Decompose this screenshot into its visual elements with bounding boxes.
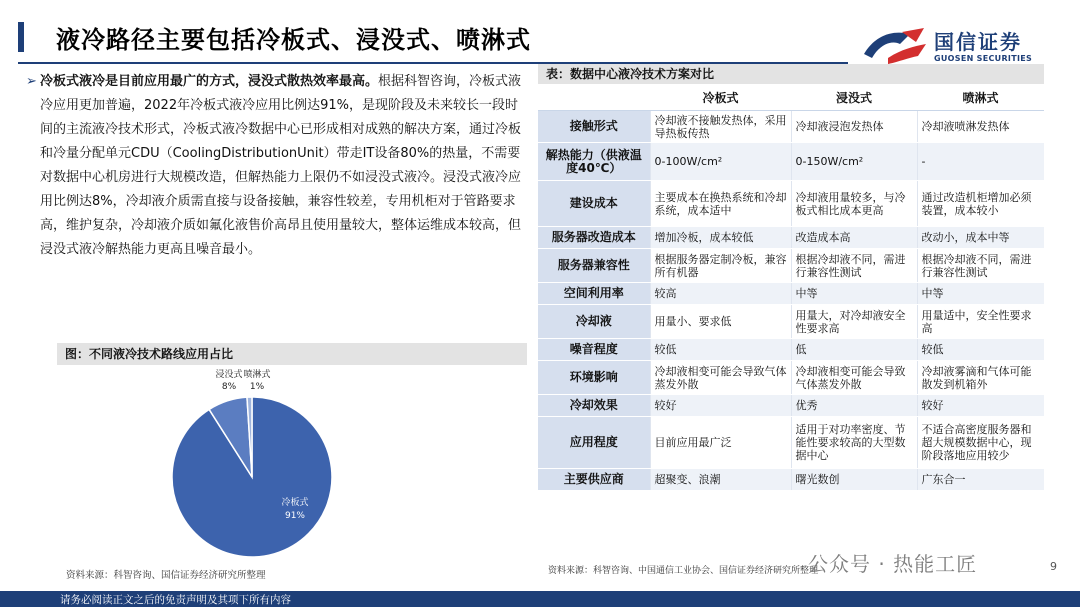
- row-header-cell: 主要供应商: [538, 469, 650, 491]
- intro-paragraph: [26, 70, 527, 262]
- table-cell: 较低: [650, 339, 791, 361]
- table-cell: 改造成本高: [791, 227, 917, 249]
- table-cell: 冷却液相变可能会导致气体蒸发外散: [650, 361, 791, 395]
- table-cell: 用量适中，安全性要求高: [917, 305, 1044, 339]
- table-cell: 低: [791, 339, 917, 361]
- row-header-cell: 服务器改造成本: [538, 227, 650, 249]
- pie-chart: [57, 365, 527, 565]
- table-cell: 较好: [650, 395, 791, 417]
- logo-text-cn: 国信证券: [934, 30, 1022, 54]
- table-cell: 冷却液相变可能会导致气体蒸发外散: [791, 361, 917, 395]
- table-cell: 根据冷却液不同，需进行兼容性测试: [791, 249, 917, 283]
- page-number: 9: [1050, 560, 1057, 573]
- table-row: [538, 249, 1044, 283]
- table-cell: 较高: [650, 283, 791, 305]
- table-row: [538, 143, 1044, 181]
- table-cell: 较好: [917, 395, 1044, 417]
- title-accent-bar: [18, 22, 24, 52]
- table-cell: 中等: [917, 283, 1044, 305]
- figure-source: 资料来源：科智咨询、国信证券经济研究所整理: [66, 570, 266, 581]
- table-cell: 用量小、要求低: [650, 305, 791, 339]
- bullet-arrow-icon: ➢: [26, 74, 37, 89]
- comparison-table: [538, 86, 1044, 491]
- table-cell: 根据服务器定制冷板，兼容所有机器: [650, 249, 791, 283]
- table-source: 资料来源：科智咨询、中国通信工业协会、国信证券经济研究所整理: [548, 566, 819, 576]
- intro-body: 根据科智咨询，冷板式液冷应用更加普遍，2022年冷板式液冷应用比例达91%，是现阶段及未来较长一段时间的主流液冷技术形式，冷板式液冷数据中心已形成相对成熟的解决方案，通过冷板和冷量分配单元CDU（CoolingDistributionUnit）带走IT设备80%的热量，不需要对数据中心机房进行大规模改造，但解热能力上限仍不如浸没式液冷。浸没式液冷应用比例达8%，冷却液介质需直接与设备接触，兼容性较差，专用机柜对于管路要求高，维护复杂，冷却液介质如氟化液售价高昂且使用量较大，整体运维成本较高，但浸没式液冷解热能力更高且噪音最小。: [40, 74, 522, 257]
- table-cell: 广东合一: [917, 469, 1044, 491]
- table-header-cell: 喷淋式: [917, 86, 1044, 111]
- table-cell: 超聚变、浪潮: [650, 469, 791, 491]
- table-header-cell: 浸没式: [791, 86, 917, 111]
- table-cell: 0-150W/cm²: [791, 143, 917, 181]
- table-cell: 根据冷却液不同，需进行兼容性测试: [917, 249, 1044, 283]
- table-row: [538, 181, 1044, 227]
- table-row: [538, 395, 1044, 417]
- table-caption: 表：数据中心液冷技术方案对比: [538, 64, 1044, 84]
- pie-label-category: 冷板式: [281, 498, 309, 508]
- row-header-cell: 噪音程度: [538, 339, 650, 361]
- table-cell: 冷却液浸泡发热体: [791, 111, 917, 143]
- table-cell: 目前应用最广泛: [650, 417, 791, 469]
- table-cell: 曙光数创: [791, 469, 917, 491]
- table-cell: 优秀: [791, 395, 917, 417]
- table-cell: 冷却液雾滴和气体可能散发到机箱外: [917, 361, 1044, 395]
- row-header-cell: 冷却效果: [538, 395, 650, 417]
- pie-label-value: 1%: [249, 382, 265, 392]
- table-cell: 中等: [791, 283, 917, 305]
- table-cell: 冷却液喷淋发热体: [917, 111, 1044, 143]
- figure-caption: 图：不同液冷技术路线应用占比: [57, 343, 527, 365]
- table-cell: 不适合高密度服务器和超大规模数据中心，现阶段落地应用较少: [917, 417, 1044, 469]
- table-cell: 主要成本在换热系统和冷却系统，成本适中: [650, 181, 791, 227]
- row-header-cell: 建设成本: [538, 181, 650, 227]
- table-row: [538, 339, 1044, 361]
- table-row: [538, 469, 1044, 491]
- table-cell: 改动小，成本中等: [917, 227, 1044, 249]
- table-row: [538, 283, 1044, 305]
- table-row: [538, 111, 1044, 143]
- table-row: [538, 227, 1044, 249]
- logo-mark-icon: [858, 24, 930, 68]
- row-header-cell: 解热能力（供液温度40℃）: [538, 143, 650, 181]
- table-header-row: [538, 86, 1044, 111]
- table-header-cell: 冷板式: [650, 86, 791, 111]
- table-cell: 0-100W/cm²: [650, 143, 791, 181]
- row-header-cell: 服务器兼容性: [538, 249, 650, 283]
- footer-bar: [0, 591, 1080, 607]
- pie-label-value: 91%: [284, 511, 306, 521]
- pie-label-category: 浸没式: [215, 370, 243, 380]
- table-row: [538, 361, 1044, 395]
- table-cell: 适用于对功率密度、节能性要求较高的大型数据中心: [791, 417, 917, 469]
- table-cell: 用量大，对冷却液安全性要求高: [791, 305, 917, 339]
- row-header-cell: 接触形式: [538, 111, 650, 143]
- footer-disclaimer: 请务必阅读正文之后的免责声明及其项下所有内容: [60, 594, 291, 606]
- table-row: [538, 417, 1044, 469]
- pie-label-value: 8%: [221, 382, 237, 392]
- logo-text-en: GUOSEN SECURITIES: [934, 54, 1033, 63]
- table-cell: 增加冷板，成本较低: [650, 227, 791, 249]
- intro-lead: 冷板式液冷是目前应用最广的方式，浸没式散热效率最高。: [40, 74, 379, 89]
- row-header-cell: 应用程度: [538, 417, 650, 469]
- table-cell: 较低: [917, 339, 1044, 361]
- row-header-cell: 冷却液: [538, 305, 650, 339]
- table-row: [538, 305, 1044, 339]
- table-cell: 冷却液用量较多，与冷板式相比成本更高: [791, 181, 917, 227]
- row-header-cell: 空间利用率: [538, 283, 650, 305]
- table-header-cell: [538, 86, 650, 111]
- watermark: 公众号 · 热能工匠: [808, 552, 978, 576]
- table-cell: 冷却液不接触发热体，采用导热板传热: [650, 111, 791, 143]
- pie-chart-svg: [57, 365, 527, 565]
- row-header-cell: 环境影响: [538, 361, 650, 395]
- table-cell: 通过改造机柜增加必须装置，成本较小: [917, 181, 1044, 227]
- pie-label-category: 喷淋式: [243, 370, 271, 380]
- page-title: 液冷路径主要包括冷板式、浸没式、喷淋式: [56, 26, 531, 54]
- table-cell: -: [917, 143, 1044, 181]
